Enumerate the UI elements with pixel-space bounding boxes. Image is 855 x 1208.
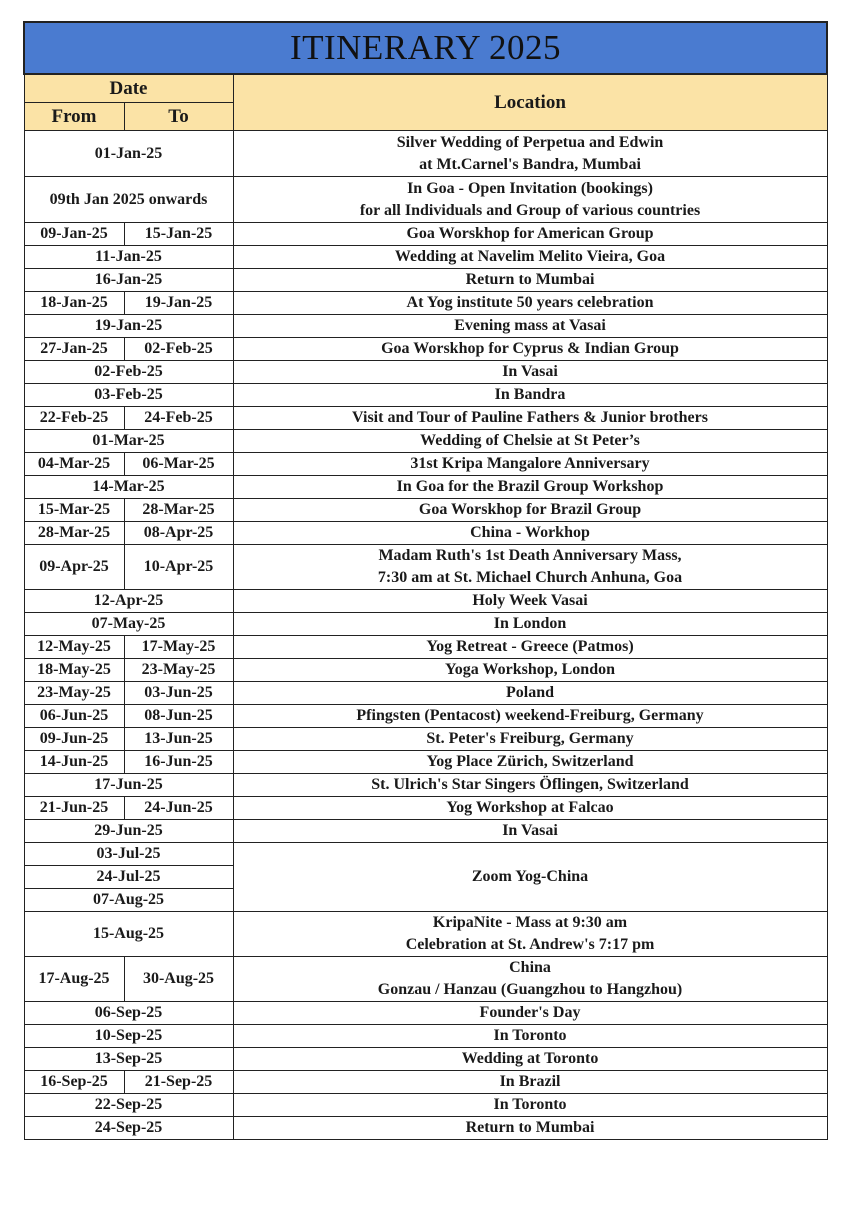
location-cell: Wedding at Toronto	[233, 1048, 827, 1071]
table-row	[24, 636, 827, 659]
table-row	[24, 682, 827, 705]
from-cell: 09-Jan-25	[24, 223, 124, 246]
location-cell: Holy Week Vasai	[233, 590, 827, 613]
to-cell: 28-Mar-25	[124, 499, 233, 522]
to-cell: 15-Jan-25	[124, 223, 233, 246]
location-cell: Zoom Yog-China	[233, 843, 827, 912]
table-row	[24, 269, 827, 292]
table-row	[24, 1025, 827, 1048]
to-cell: 16-Jun-25	[124, 751, 233, 774]
date-cell: 15-Aug-25	[24, 912, 233, 957]
table-row	[24, 728, 827, 751]
table-row	[24, 292, 827, 315]
to-cell: 24-Feb-25	[124, 407, 233, 430]
date-cell: 02-Feb-25	[24, 361, 233, 384]
to-cell: 08-Jun-25	[124, 705, 233, 728]
table-row	[24, 499, 827, 522]
location-cell: Goa Worskhop for Cyprus & Indian Group	[233, 338, 827, 361]
table-row	[24, 177, 827, 223]
to-cell: 24-Jun-25	[124, 797, 233, 820]
title-row	[24, 22, 827, 74]
location-line: Silver Wedding of Perpetua and Edwin	[396, 133, 664, 151]
location-cell: In Toronto	[233, 1094, 827, 1117]
location-line: KripaNite - Mass at 9:30 am	[432, 914, 628, 931]
location-cell	[233, 957, 827, 1002]
date-cell: 07-Aug-25	[24, 889, 233, 912]
header-row-1	[24, 74, 827, 103]
location-cell: Evening mass at Vasai	[233, 315, 827, 338]
table-row	[24, 453, 827, 476]
from-cell: 27-Jan-25	[24, 338, 124, 361]
location-line: for all Individuals and Group of various countries	[359, 201, 701, 219]
table-row	[24, 912, 827, 957]
table-row	[24, 522, 827, 545]
table-row	[24, 131, 827, 177]
table-row	[24, 797, 827, 820]
to-cell: 19-Jan-25	[124, 292, 233, 315]
table-row	[24, 246, 827, 269]
table-row	[24, 315, 827, 338]
location-cell: In Vasai	[233, 820, 827, 843]
table-row	[24, 223, 827, 246]
to-cell: 13-Jun-25	[124, 728, 233, 751]
table-row	[24, 843, 827, 866]
location-cell: At Yog institute 50 years celebration	[233, 292, 827, 315]
to-cell: 21-Sep-25	[124, 1071, 233, 1094]
table-row	[24, 957, 827, 1002]
table-row	[24, 407, 827, 430]
location-line: at Mt.Carnel's Bandra, Mumbai	[419, 155, 641, 173]
table-row	[24, 476, 827, 499]
location-cell	[233, 545, 827, 590]
location-line: Celebration at St. Andrew's 7:17 pm	[405, 936, 655, 953]
table-row	[24, 1094, 827, 1117]
location-header: Location	[233, 74, 827, 131]
date-cell: 03-Jul-25	[24, 843, 233, 866]
to-header: To	[124, 103, 233, 131]
location-line: China	[509, 959, 551, 976]
location-cell: Wedding at Navelim Melito Vieira, Goa	[233, 246, 827, 269]
date-cell: 22-Sep-25	[24, 1094, 233, 1117]
table-row	[24, 705, 827, 728]
location-cell: Visit and Tour of Pauline Fathers & Junior brothers	[233, 407, 827, 430]
from-cell: 28-Mar-25	[24, 522, 124, 545]
location-cell: Return to Mumbai	[233, 1117, 827, 1140]
itinerary-table	[23, 21, 828, 1140]
location-line: In Goa - Open Invitation (bookings)	[407, 179, 653, 197]
from-cell: 15-Mar-25	[24, 499, 124, 522]
date-header: Date	[24, 74, 233, 103]
date-cell: 29-Jun-25	[24, 820, 233, 843]
location-cell: In Bandra	[233, 384, 827, 407]
location-cell: Pfingsten (Pentacost) weekend-Freiburg, Germany	[233, 705, 827, 728]
table-row	[24, 430, 827, 453]
date-cell: 16-Jan-25	[24, 269, 233, 292]
date-cell: 17-Jun-25	[24, 774, 233, 797]
date-cell: 06-Sep-25	[24, 1002, 233, 1025]
to-cell: 03-Jun-25	[124, 682, 233, 705]
itinerary-sheet	[23, 21, 826, 1140]
location-cell	[233, 912, 827, 957]
location-cell: Yog Workshop at Falcao	[233, 797, 827, 820]
location-cell: In Vasai	[233, 361, 827, 384]
table-row	[24, 751, 827, 774]
table-row	[24, 590, 827, 613]
location-cell: Poland	[233, 682, 827, 705]
date-cell: 24-Sep-25	[24, 1117, 233, 1140]
table-row	[24, 613, 827, 636]
to-cell: 17-May-25	[124, 636, 233, 659]
location-line: Gonzau / Hanzau (Guangzhou to Hangzhou)	[377, 981, 683, 998]
location-line: 7:30 am at St. Michael Church Anhuna, Goa	[377, 569, 683, 586]
location-line: Madam Ruth's 1st Death Anniversary Mass,	[378, 547, 682, 564]
table-row	[24, 361, 827, 384]
from-cell: 23-May-25	[24, 682, 124, 705]
table-row	[24, 774, 827, 797]
date-cell: 13-Sep-25	[24, 1048, 233, 1071]
date-cell: 01-Jan-25	[24, 131, 233, 177]
location-cell	[233, 131, 827, 177]
location-cell: 31st Kripa Mangalore Anniversary	[233, 453, 827, 476]
date-cell: 07-May-25	[24, 613, 233, 636]
from-cell: 12-May-25	[24, 636, 124, 659]
from-cell: 17-Aug-25	[24, 957, 124, 1002]
date-cell: 09th Jan 2025 onwards	[24, 177, 233, 223]
from-cell: 18-Jan-25	[24, 292, 124, 315]
from-cell: 04-Mar-25	[24, 453, 124, 476]
table-row	[24, 545, 827, 590]
to-cell: 10-Apr-25	[124, 545, 233, 590]
date-cell: 14-Mar-25	[24, 476, 233, 499]
table-row	[24, 1048, 827, 1071]
from-cell: 16-Sep-25	[24, 1071, 124, 1094]
table-row	[24, 338, 827, 361]
from-header: From	[24, 103, 124, 131]
location-cell: Yoga Workshop, London	[233, 659, 827, 682]
location-cell: Yog Retreat - Greece (Patmos)	[233, 636, 827, 659]
location-cell: Goa Worskhop for Brazil Group	[233, 499, 827, 522]
table-row	[24, 659, 827, 682]
date-cell: 24-Jul-25	[24, 866, 233, 889]
location-cell: In Toronto	[233, 1025, 827, 1048]
table-row	[24, 1117, 827, 1140]
from-cell: 21-Jun-25	[24, 797, 124, 820]
location-cell: Yog Place Zürich, Switzerland	[233, 751, 827, 774]
from-cell: 14-Jun-25	[24, 751, 124, 774]
to-cell: 02-Feb-25	[124, 338, 233, 361]
from-cell: 09-Apr-25	[24, 545, 124, 590]
from-cell: 22-Feb-25	[24, 407, 124, 430]
date-cell: 12-Apr-25	[24, 590, 233, 613]
to-cell: 30-Aug-25	[124, 957, 233, 1002]
date-cell: 19-Jan-25	[24, 315, 233, 338]
table-row	[24, 1071, 827, 1094]
date-cell: 11-Jan-25	[24, 246, 233, 269]
location-cell: China - Workhop	[233, 522, 827, 545]
table-row	[24, 384, 827, 407]
location-cell: In Brazil	[233, 1071, 827, 1094]
date-cell: 01-Mar-25	[24, 430, 233, 453]
date-cell: 10-Sep-25	[24, 1025, 233, 1048]
from-cell: 09-Jun-25	[24, 728, 124, 751]
to-cell: 23-May-25	[124, 659, 233, 682]
to-cell: 08-Apr-25	[124, 522, 233, 545]
table-row	[24, 820, 827, 843]
location-cell	[233, 177, 827, 223]
location-cell: In London	[233, 613, 827, 636]
location-cell: Goa Worskhop for American Group	[233, 223, 827, 246]
date-cell: 03-Feb-25	[24, 384, 233, 407]
location-cell: Wedding of Chelsie at St Peter’s	[233, 430, 827, 453]
to-cell: 06-Mar-25	[124, 453, 233, 476]
itinerary-title: ITINERARY 2025	[24, 22, 827, 74]
location-cell: St. Ulrich's Star Singers Öflingen, Switzerland	[233, 774, 827, 797]
location-cell: Return to Mumbai	[233, 269, 827, 292]
from-cell: 06-Jun-25	[24, 705, 124, 728]
location-cell: In Goa for the Brazil Group Workshop	[233, 476, 827, 499]
from-cell: 18-May-25	[24, 659, 124, 682]
table-row	[24, 1002, 827, 1025]
location-cell: Founder's Day	[233, 1002, 827, 1025]
location-cell: St. Peter's Freiburg, Germany	[233, 728, 827, 751]
